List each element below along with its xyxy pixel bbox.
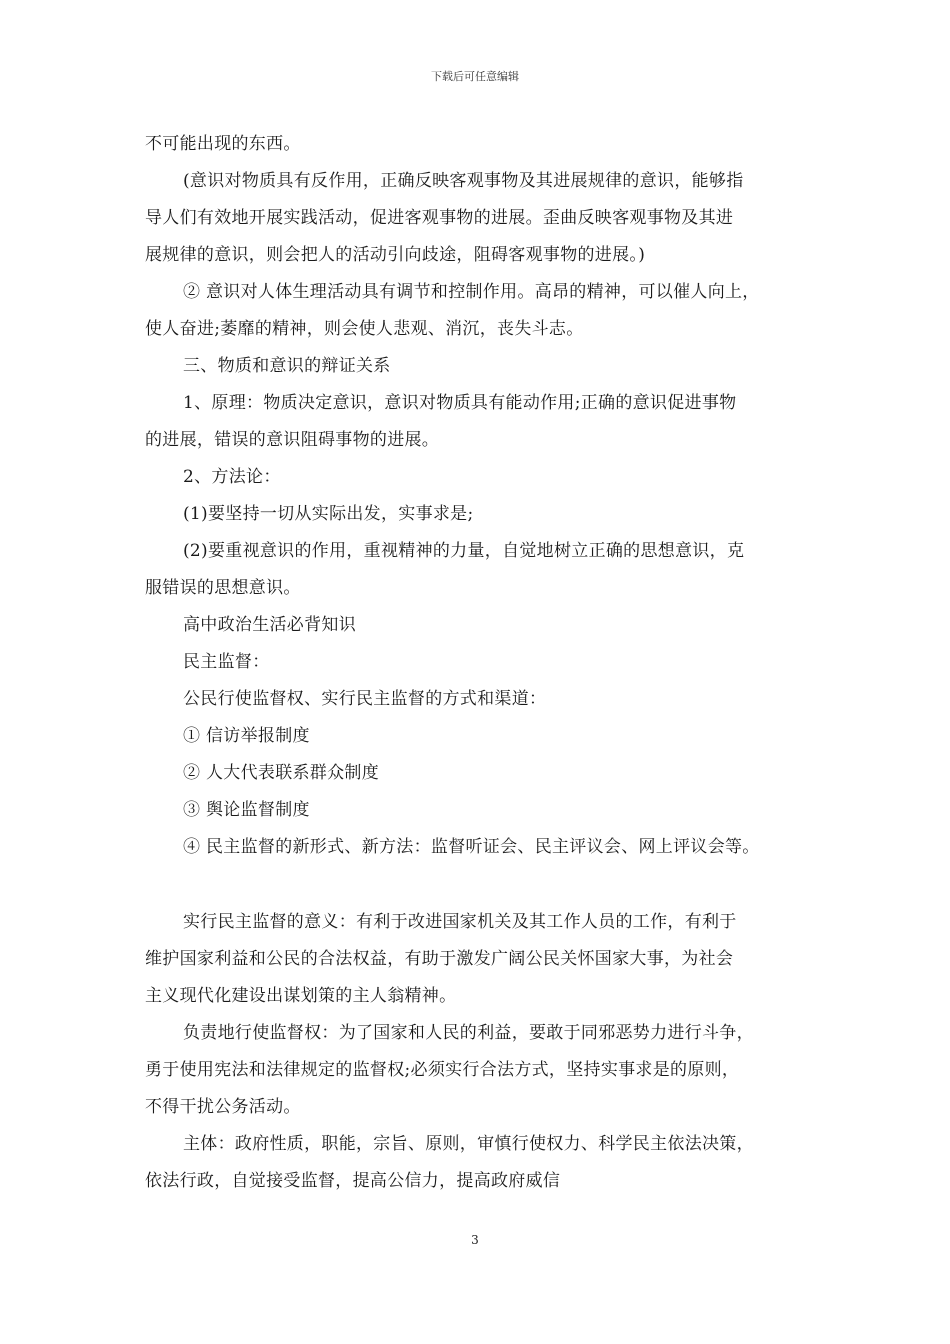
- text-line: 依法行政，自觉接受监督，提高公信力，提高政府威信: [145, 1171, 561, 1191]
- text-line: 民主监督：: [183, 652, 270, 672]
- text-line: 使人奋进;萎靡的精神，则会使人悲观、消沉，丧失斗志。: [145, 319, 584, 339]
- text-line: ① 信访举报制度: [183, 726, 310, 746]
- text-line: 不可能出现的东西。: [145, 134, 301, 154]
- text-line: 高中政治生活必背知识: [183, 615, 356, 635]
- page-header: 下载后可任意编辑: [431, 70, 519, 83]
- text-line: 的进展，错误的意识阻碍事物的进展。: [145, 430, 440, 450]
- text-line: 主义现代化建设出谋划策的主人翁精神。: [145, 986, 457, 1006]
- text-line: ② 人大代表联系群众制度: [183, 763, 380, 783]
- text-line: 主体：政府性质，职能，宗旨、原则，审慎行使权力、科学民主依法决策，: [183, 1134, 754, 1154]
- text-line: ② 意识对人体生理活动具有调节和控制作用。高昂的精神，可以催人向上，: [183, 282, 760, 302]
- text-line: 维护国家利益和公民的合法权益，有助于激发广阔公民关怀国家大事，为社会: [145, 949, 734, 969]
- page-number: 3: [471, 1233, 479, 1247]
- text-line: (1)要坚持一切从实际出发，实事求是;: [183, 504, 474, 524]
- text-line: 不得干扰公务活动。: [145, 1097, 301, 1117]
- text-line: 1、原理：物质决定意识，意识对物质具有能动作用;正确的意识促进事物: [183, 393, 737, 413]
- text-line: 负责地行使监督权：为了国家和人民的利益，要敢于同邪恶势力进行斗争，: [183, 1023, 754, 1043]
- text-line: 勇于使用宪法和法律规定的监督权;必须实行合法方式，坚持实事求是的原则，: [145, 1060, 740, 1080]
- text-line: ④ 民主监督的新形式、新方法：监督听证会、民主评议会、网上评议会等。: [183, 837, 760, 857]
- text-line: ③ 舆论监督制度: [183, 800, 310, 820]
- text-line: 实行民主监督的意义：有利于改进国家机关及其工作人员的工作，有利于: [183, 912, 737, 932]
- text-line: 展规律的意识，则会把人的活动引向歧途，阻碍客观事物的进展。): [145, 245, 646, 265]
- text-line: 导人们有效地开展实践活动，促进客观事物的进展。歪曲反映客观事物及其进: [145, 208, 734, 228]
- text-line: (意识对物质具有反作用，正确反映客观事物及其进展规律的意识，能够指: [183, 171, 744, 191]
- text-line: (2)要重视意识的作用，重视精神的力量，自觉地树立正确的思想意识，克: [183, 541, 745, 561]
- text-line: 服错误的思想意识。: [145, 578, 301, 598]
- paragraph-gap: [145, 866, 805, 904]
- text-line: 公民行使监督权、实行民主监督的方式和渠道：: [183, 689, 547, 709]
- document-body: [145, 126, 805, 1200]
- text-line: 三、物质和意识的辩证关系: [183, 356, 391, 376]
- text-line: 2、方法论：: [183, 467, 281, 487]
